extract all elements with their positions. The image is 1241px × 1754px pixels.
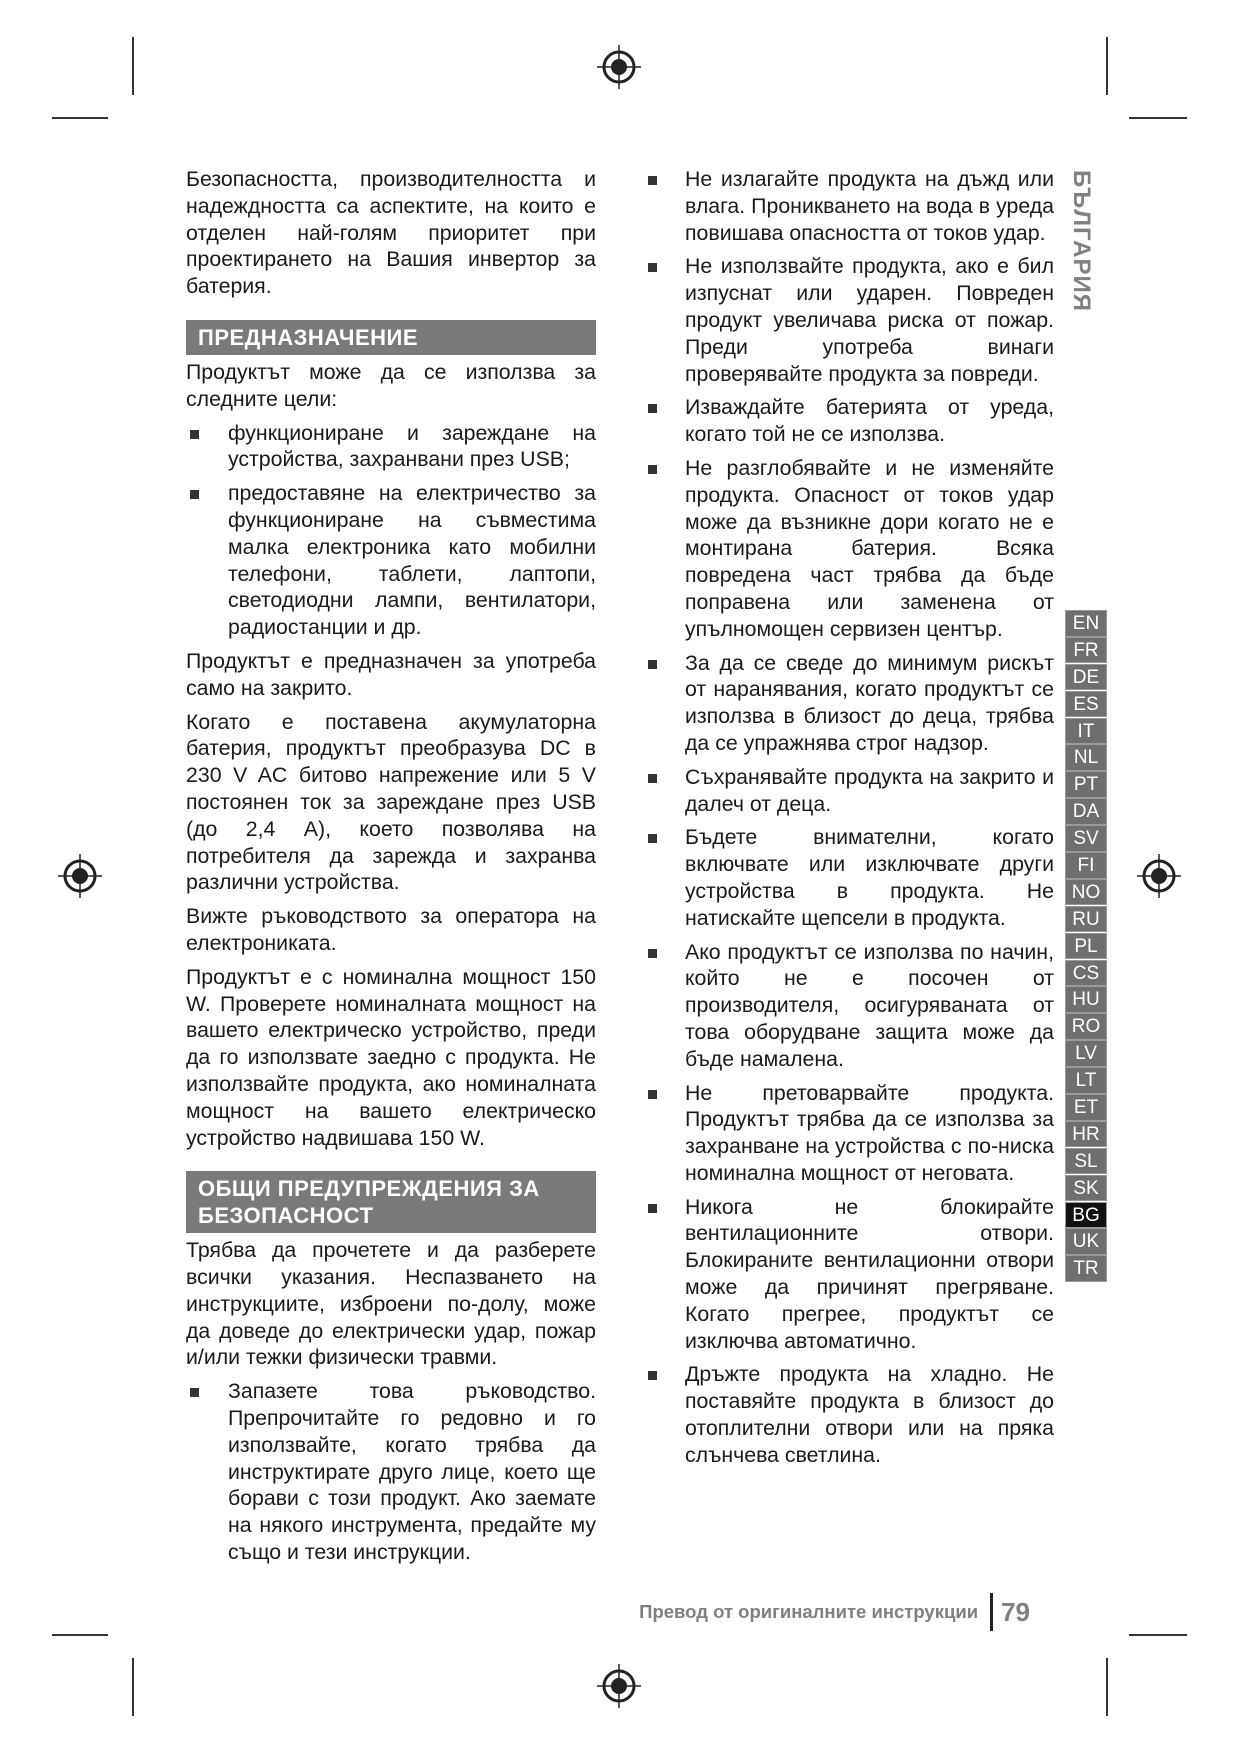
- language-tab-sl[interactable]: SL: [1065, 1148, 1107, 1175]
- paragraph: Трябва да прочетете и да разберете всички указания. Неспазването на инструкциите, изброени по-долу, може да доведе до електрически удар, пожар и/или тежки физически травми.: [186, 1238, 596, 1370]
- language-tab-uk[interactable]: UK: [1065, 1228, 1107, 1255]
- bullet-item: Не използвайте продукта, ако е бил изпуснат или ударен. Повреден продукт увеличава риска от пожар. Преди употреба винаги проверявайте продукта за повреди.: [644, 253, 1054, 387]
- language-tab-fr[interactable]: FR: [1065, 637, 1107, 664]
- crop-mark: [132, 37, 134, 95]
- registration-mark-icon: [1137, 854, 1181, 898]
- section-heading-purpose: ПРЕДНАЗНАЧЕНИЕ: [186, 320, 596, 355]
- bullet-item: функциониране и зареждане на устройства, захранвани през USB;: [186, 420, 596, 474]
- crop-mark: [132, 1658, 134, 1716]
- bullet-item: Ако продуктът се използва по начин, който не е посочен от производителя, осигуряваната от това оборудване защита може да бъде намалена.: [644, 939, 1054, 1073]
- registration-mark-icon: [58, 854, 102, 898]
- paragraph: Когато е поставена акумулаторна батерия, продуктът преобразува DC в 230 V AC битово напрежение или 5 V постоянен ток за зареждане през USB (до 2,4 A), което позволява на потребителя да зарежда и захранва различни устройства.: [186, 709, 596, 895]
- page-footer: [600, 1592, 1030, 1632]
- language-tab-en[interactable]: EN: [1065, 610, 1107, 637]
- language-tab-hu[interactable]: HU: [1065, 986, 1107, 1013]
- paragraph: Продуктът може да се използва за следните цели:: [186, 359, 596, 411]
- language-tab-no[interactable]: NO: [1065, 879, 1107, 906]
- crop-mark: [1129, 1634, 1187, 1636]
- bullet-item: Дръжте продукта на хладно. Не поставяйте продукта в близост до отоплителни отвори или на пряка слънчева светлина.: [644, 1361, 1054, 1468]
- language-tab-nl[interactable]: NL: [1065, 744, 1107, 771]
- bullet-item: Не претоварвайте продукта. Продуктът трябва да се използва за захранване на устройства с по-ниска номинална мощност от неговата.: [644, 1080, 1054, 1187]
- language-tab-et[interactable]: ET: [1065, 1094, 1107, 1121]
- language-tab-lt[interactable]: LT: [1065, 1067, 1107, 1094]
- language-tab-cs[interactable]: CS: [1065, 960, 1107, 987]
- language-tab-hr[interactable]: HR: [1065, 1121, 1107, 1148]
- intro-paragraph: Безопасността, производителността и надеждността са аспектите, на които е отделен най-голям приоритет при проектирането на Вашия инвертор за батерия.: [186, 167, 596, 299]
- left-column: [186, 166, 596, 1573]
- bullet-item: Съхранявайте продукта на закрито и далеч от деца.: [644, 764, 1054, 818]
- bullet-item: Изваждайте батерията от уреда, когато той не се използва.: [644, 394, 1054, 448]
- section-heading-safety: ОБЩИ ПРЕДУПРЕЖДЕНИЯ ЗА БЕЗОПАСНОСТ: [186, 1171, 596, 1233]
- paragraph: Вижте ръководството за оператора на електрониката.: [186, 904, 596, 955]
- paragraph: Продуктът е предназначен за употреба само на закрито.: [186, 648, 596, 700]
- language-tab-sk[interactable]: SK: [1065, 1175, 1107, 1202]
- right-column: [644, 166, 1054, 1476]
- bullet-item: Никога не блокирайте вентилационните отвори. Блокираните вентилационни отвори може да причинят прегряване. Когато прегрее, продуктът се изключва автоматично.: [644, 1194, 1054, 1355]
- bullet-item: За да се сведе до минимум рискът от наранявания, когато продуктът се използва в близост до деца, трябва да се упражнява строг надзор.: [644, 650, 1054, 757]
- bullet-item: предоставяне на електричество за функциониране на съвместима малка електроника като мобилни телефони, таблети, лаптопи, светодиодни лампи, вентилатори, радиостанции и др.: [186, 480, 596, 641]
- language-tab-it[interactable]: IT: [1065, 718, 1107, 745]
- language-tab-pl[interactable]: PL: [1065, 933, 1107, 960]
- language-tab-da[interactable]: DA: [1065, 798, 1107, 825]
- page-number: 79: [1001, 1596, 1030, 1627]
- bullet-item: Не разглобявайте и не изменяйте продукта. Опасност от токов удар може да възникне дори когато не е монтирана батерия. Всяка повредена част трябва да бъде поправена или заменена от упълномощен сервизен център.: [644, 455, 1054, 643]
- bullet-item: Бъдете внимателни, когато включвате или изключвате други устройства в продукта. Не натискайте щепсели в продукта.: [644, 824, 1054, 931]
- registration-mark-icon: [597, 45, 641, 89]
- language-tab-de[interactable]: DE: [1065, 664, 1107, 691]
- language-tabs: [1065, 610, 1107, 1282]
- language-label: БЪЛГАРИЯ: [1068, 170, 1095, 312]
- crop-mark: [1106, 1658, 1108, 1716]
- language-tab-fi[interactable]: FI: [1065, 852, 1107, 879]
- crop-mark: [52, 117, 108, 119]
- crop-mark: [52, 1634, 108, 1636]
- footer-text: Превод от оригиналните инструкции: [639, 1601, 979, 1622]
- language-tab-pt[interactable]: PT: [1065, 771, 1107, 798]
- language-tab-ro[interactable]: RO: [1065, 1013, 1107, 1040]
- language-tab-ru[interactable]: RU: [1065, 906, 1107, 933]
- bullet-item: Запазете това ръководство. Препрочитайте го редовно и го използвайте, когато трябва да инструктирате друго лице, което ще борави с този продукт. Ако заемате на някого инструмента, предайте му също и тези инструкции.: [186, 1378, 596, 1566]
- crop-mark: [1129, 117, 1187, 119]
- language-tab-tr[interactable]: TR: [1065, 1255, 1107, 1282]
- registration-mark-icon: [597, 1664, 641, 1708]
- language-tab-sv[interactable]: SV: [1065, 825, 1107, 852]
- language-tab-es[interactable]: ES: [1065, 691, 1107, 718]
- bullet-item: Не излагайте продукта на дъжд или влага. Проникването на вода в уреда повишава опасността от токов удар.: [644, 166, 1054, 246]
- paragraph: Продуктът е с номинална мощност 150 W. Проверете номиналната мощност на вашето електрическо устройство, преди да го използвате заедно с продукта. Не използвайте продукта, ако номиналната мощност на вашето електрическо устройство надвишава 150 W.: [186, 964, 596, 1150]
- language-tab-lv[interactable]: LV: [1065, 1040, 1107, 1067]
- footer-divider: [990, 1593, 993, 1631]
- crop-mark: [1106, 37, 1108, 95]
- language-tab-bg[interactable]: BG: [1065, 1202, 1107, 1229]
